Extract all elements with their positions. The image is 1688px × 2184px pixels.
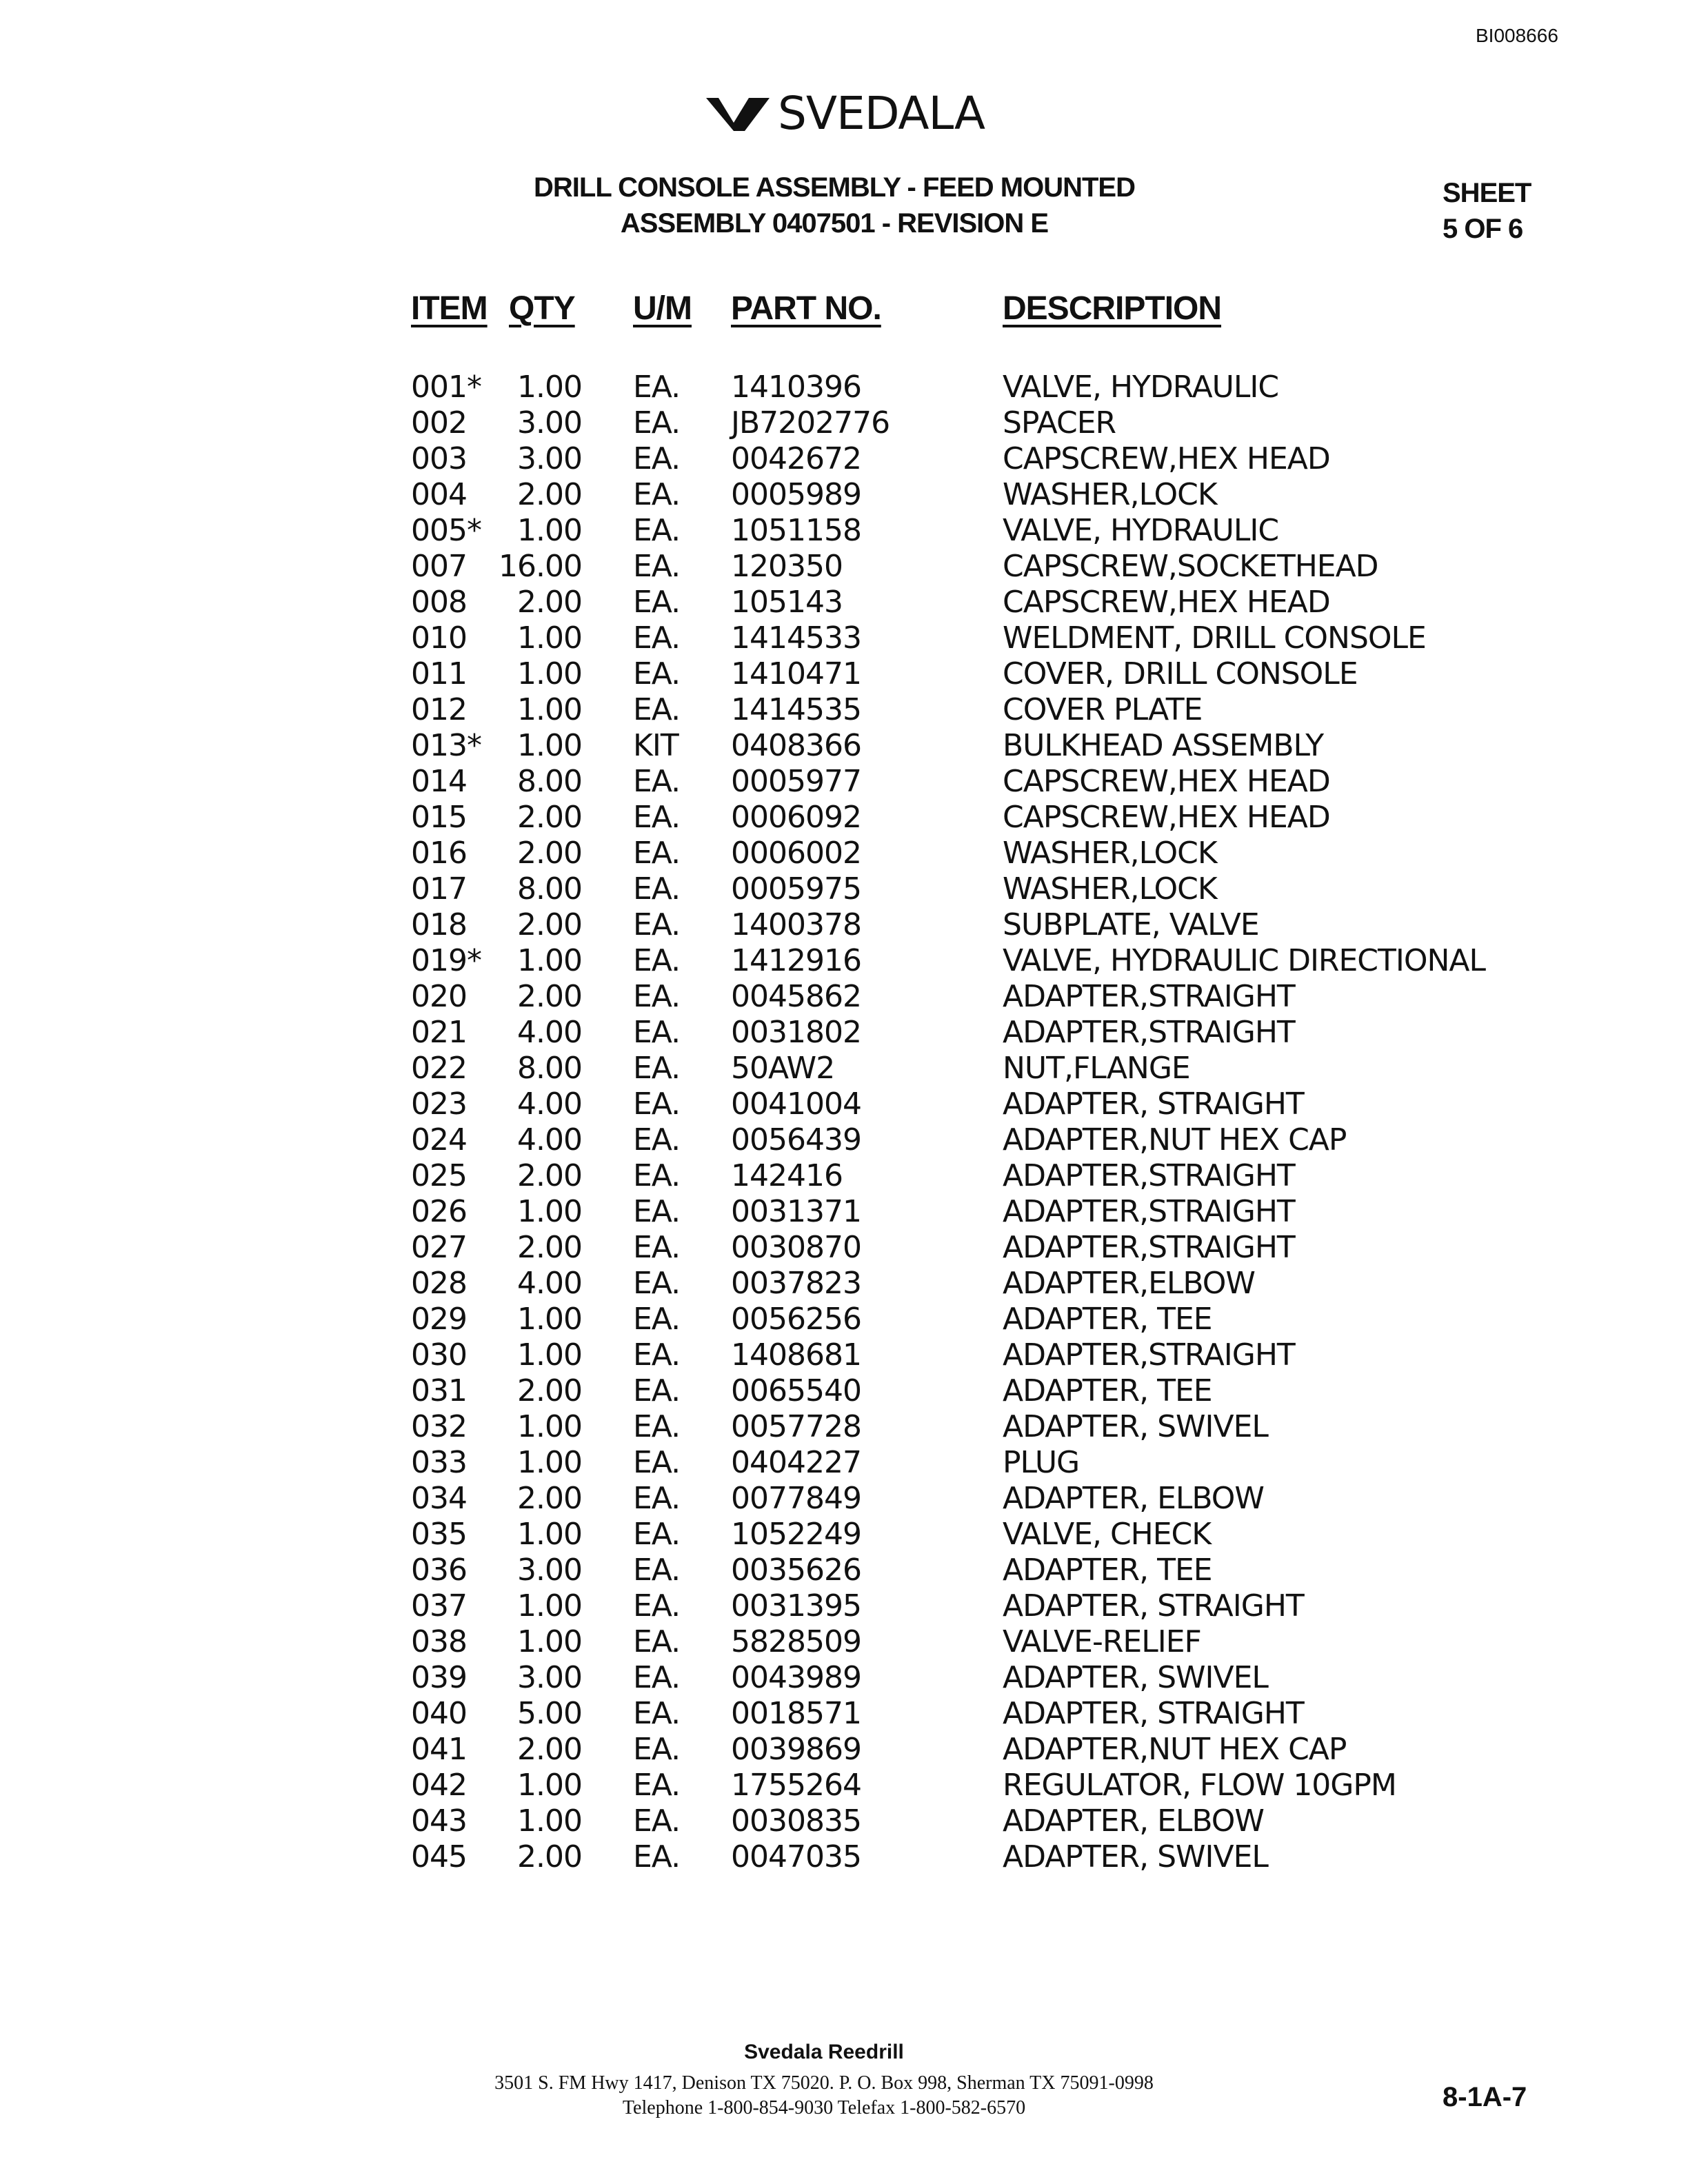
table-row	[0, 549, 1688, 585]
unit-of-measure: EA.	[633, 800, 681, 835]
table-row	[0, 1732, 1688, 1768]
part-number: 142416	[731, 1158, 843, 1193]
footer-address: 3501 S. FM Hwy 1417, Denison TX 75020. P. O. Box 998, Sherman TX 75091-0998	[494, 2072, 1154, 2094]
item-number: 022	[411, 1051, 467, 1086]
footer-phone: Telephone 1-800-854-9030 Telefax 1-800-582-6570	[622, 2097, 1026, 2119]
quantity: 1.00	[517, 1302, 582, 1337]
description: ADAPTER, SWIVEL	[1003, 1409, 1268, 1444]
description: ADAPTER,STRAIGHT	[1003, 979, 1295, 1014]
unit-of-measure: EA.	[633, 477, 681, 512]
table-row	[0, 370, 1688, 405]
item-number: 004	[411, 477, 467, 512]
item-number: 042	[411, 1768, 467, 1803]
table-row	[0, 1768, 1688, 1803]
item-number: 012	[411, 692, 467, 727]
unit-of-measure: EA.	[633, 1445, 681, 1480]
quantity: 1.00	[517, 1445, 582, 1480]
description: WASHER,LOCK	[1003, 871, 1217, 907]
description: COVER PLATE	[1003, 692, 1203, 727]
description: SUBPLATE, VALVE	[1003, 907, 1259, 942]
table-row	[0, 656, 1688, 692]
table-row	[0, 1337, 1688, 1373]
table-row	[0, 620, 1688, 656]
quantity: 1.00	[517, 370, 582, 405]
part-number: 0404227	[731, 1445, 861, 1480]
part-number: 1408681	[731, 1337, 861, 1373]
quantity: 1.00	[517, 1194, 582, 1229]
item-number: 034	[411, 1481, 467, 1516]
item-number: 016	[411, 836, 467, 871]
quantity: 2.00	[517, 477, 582, 512]
header-um: U/M	[633, 290, 692, 327]
quantity: 2.00	[517, 907, 582, 942]
quantity: 1.00	[517, 1803, 582, 1839]
description: ADAPTER, TEE	[1003, 1302, 1212, 1337]
part-number: 0030835	[731, 1803, 861, 1839]
quantity: 2.00	[517, 1839, 582, 1874]
item-number: 001*	[411, 370, 481, 405]
unit-of-measure: EA.	[633, 1086, 681, 1122]
quantity: 2.00	[517, 585, 582, 620]
description: ADAPTER, SWIVEL	[1003, 1839, 1268, 1874]
part-number: 0045862	[731, 979, 861, 1014]
unit-of-measure: EA.	[633, 1624, 681, 1659]
item-number: 032	[411, 1409, 467, 1444]
quantity: 3.00	[517, 1660, 582, 1695]
part-number: 0006002	[731, 836, 861, 871]
quantity: 1.00	[517, 1768, 582, 1803]
part-number: 0056256	[731, 1302, 861, 1337]
quantity: 4.00	[517, 1086, 582, 1122]
unit-of-measure: EA.	[633, 1051, 681, 1086]
quantity: 1.00	[517, 656, 582, 691]
item-number: 031	[411, 1373, 467, 1408]
part-number: 1414535	[731, 692, 861, 727]
part-number: 0065540	[731, 1373, 861, 1408]
table-row	[0, 1051, 1688, 1086]
part-number: 0005975	[731, 871, 861, 907]
title-line-1: DRILL CONSOLE ASSEMBLY - FEED MOUNTED	[534, 172, 1135, 203]
item-number: 040	[411, 1696, 467, 1731]
description: VALVE, HYDRAULIC	[1003, 513, 1279, 548]
description: WASHER,LOCK	[1003, 836, 1217, 871]
unit-of-measure: EA.	[633, 1768, 681, 1803]
part-number: 0057728	[731, 1409, 861, 1444]
part-number: 0030870	[731, 1230, 861, 1265]
unit-of-measure: EA.	[633, 370, 681, 405]
part-number: 0031395	[731, 1588, 861, 1624]
table-row	[0, 836, 1688, 871]
part-number: 50AW2	[731, 1051, 835, 1086]
item-number: 041	[411, 1732, 467, 1767]
quantity: 3.00	[517, 1553, 582, 1588]
table-row	[0, 477, 1688, 513]
table-row	[0, 513, 1688, 549]
item-number: 024	[411, 1122, 467, 1157]
quantity: 2.00	[517, 1732, 582, 1767]
quantity: 5.00	[517, 1696, 582, 1731]
description: ADAPTER, ELBOW	[1003, 1803, 1264, 1839]
item-number: 011	[411, 656, 467, 691]
part-number: 0056439	[731, 1122, 861, 1157]
quantity: 8.00	[517, 871, 582, 907]
unit-of-measure: EA.	[633, 692, 681, 727]
unit-of-measure: EA.	[633, 1337, 681, 1373]
description: SPACER	[1003, 405, 1116, 441]
table-row	[0, 1086, 1688, 1122]
description: REGULATOR, FLOW 10GPM	[1003, 1768, 1396, 1803]
item-number: 003	[411, 441, 467, 476]
quantity: 1.00	[517, 1409, 582, 1444]
item-number: 007	[411, 549, 467, 584]
unit-of-measure: EA.	[633, 1732, 681, 1767]
table-row	[0, 800, 1688, 836]
part-number: 0042672	[731, 441, 861, 476]
table-row	[0, 1803, 1688, 1839]
item-number: 028	[411, 1266, 467, 1301]
quantity: 8.00	[517, 764, 582, 799]
item-number: 010	[411, 620, 467, 656]
description: ADAPTER, SWIVEL	[1003, 1660, 1268, 1695]
description: CAPSCREW,HEX HEAD	[1003, 800, 1330, 835]
part-number: 1414533	[731, 620, 861, 656]
unit-of-measure: EA.	[633, 836, 681, 871]
item-number: 038	[411, 1624, 467, 1659]
table-row	[0, 1373, 1688, 1409]
sheet-number: 5 OF 6	[1443, 214, 1523, 244]
table-row	[0, 871, 1688, 907]
item-number: 037	[411, 1588, 467, 1624]
table-row	[0, 1122, 1688, 1158]
quantity: 2.00	[517, 1481, 582, 1516]
part-number: 5828509	[731, 1624, 861, 1659]
unit-of-measure: EA.	[633, 1230, 681, 1265]
description: ADAPTER,NUT HEX CAP	[1003, 1122, 1347, 1157]
part-number: 0047035	[731, 1839, 861, 1874]
unit-of-measure: EA.	[633, 1839, 681, 1874]
unit-of-measure: EA.	[633, 1696, 681, 1731]
table-row	[0, 907, 1688, 943]
part-number: 1412916	[731, 943, 861, 978]
document-title	[441, 170, 1227, 241]
description: WELDMENT, DRILL CONSOLE	[1003, 620, 1426, 656]
part-number: JB7202776	[731, 405, 890, 441]
item-number: 036	[411, 1553, 467, 1588]
part-number: 105143	[731, 585, 843, 620]
description: BULKHEAD ASSEMBLY	[1003, 728, 1324, 763]
item-number: 035	[411, 1517, 467, 1552]
part-number: 0005977	[731, 764, 861, 799]
unit-of-measure: EA.	[633, 1481, 681, 1516]
quantity: 2.00	[517, 1158, 582, 1193]
unit-of-measure: EA.	[633, 513, 681, 548]
quantity: 1.00	[517, 1624, 582, 1659]
quantity: 2.00	[517, 836, 582, 871]
description: ADAPTER,STRAIGHT	[1003, 1194, 1295, 1229]
unit-of-measure: EA.	[633, 1015, 681, 1050]
part-number: 0041004	[731, 1086, 861, 1122]
unit-of-measure: KIT	[633, 728, 679, 763]
unit-of-measure: EA.	[633, 1553, 681, 1588]
quantity: 4.00	[517, 1015, 582, 1050]
page-number: 8-1A-7	[1443, 2082, 1527, 2112]
part-number: 0018571	[731, 1696, 861, 1731]
description: NUT,FLANGE	[1003, 1051, 1190, 1086]
item-number: 020	[411, 979, 467, 1014]
part-number: 0077849	[731, 1481, 861, 1516]
table-row	[0, 1445, 1688, 1481]
quantity: 1.00	[517, 943, 582, 978]
part-number: 1051158	[731, 513, 861, 548]
unit-of-measure: EA.	[633, 656, 681, 691]
item-number: 018	[411, 907, 467, 942]
item-number: 005*	[411, 513, 481, 548]
svedala-logo	[703, 85, 985, 141]
table-row	[0, 1481, 1688, 1517]
item-number: 015	[411, 800, 467, 835]
description: VALVE-RELIEF	[1003, 1624, 1201, 1659]
unit-of-measure: EA.	[633, 943, 681, 978]
description: ADAPTER,NUT HEX CAP	[1003, 1732, 1347, 1767]
item-number: 030	[411, 1337, 467, 1373]
part-number: 0408366	[731, 728, 861, 763]
part-number: 0031802	[731, 1015, 861, 1050]
part-number: 120350	[731, 549, 843, 584]
description: CAPSCREW,HEX HEAD	[1003, 441, 1330, 476]
description: CAPSCREW,HEX HEAD	[1003, 764, 1330, 799]
item-number: 019*	[411, 943, 481, 978]
part-number: 0031371	[731, 1194, 861, 1229]
table-row	[0, 1517, 1688, 1553]
description: VALVE, HYDRAULIC DIRECTIONAL	[1003, 943, 1486, 978]
table-row	[0, 1553, 1688, 1588]
unit-of-measure: EA.	[633, 1803, 681, 1839]
header-part-no: PART NO.	[731, 290, 881, 327]
description: ADAPTER, STRAIGHT	[1003, 1696, 1304, 1731]
unit-of-measure: EA.	[633, 1588, 681, 1624]
unit-of-measure: EA.	[633, 585, 681, 620]
table-row	[0, 979, 1688, 1015]
description: ADAPTER,STRAIGHT	[1003, 1230, 1295, 1265]
quantity: 1.00	[517, 513, 582, 548]
unit-of-measure: EA.	[633, 1517, 681, 1552]
part-number: 0006092	[731, 800, 861, 835]
part-number: 0039869	[731, 1732, 861, 1767]
item-number: 017	[411, 871, 467, 907]
description: ADAPTER,ELBOW	[1003, 1266, 1255, 1301]
table-row	[0, 728, 1688, 764]
table-row	[0, 943, 1688, 979]
sheet-indicator	[1443, 175, 1531, 247]
part-number: 0037823	[731, 1266, 861, 1301]
unit-of-measure: EA.	[633, 1373, 681, 1408]
item-number: 033	[411, 1445, 467, 1480]
item-number: 013*	[411, 728, 481, 763]
unit-of-measure: EA.	[633, 907, 681, 942]
document-id: BI008666	[1476, 25, 1558, 46]
table-row	[0, 1194, 1688, 1230]
part-number: 1400378	[731, 907, 861, 942]
unit-of-measure: EA.	[633, 1194, 681, 1229]
table-row	[0, 1696, 1688, 1732]
table-row	[0, 1266, 1688, 1302]
part-number: 1410471	[731, 656, 861, 691]
title-line-2: ASSEMBLY 0407501 - REVISION E	[620, 208, 1049, 239]
table-row	[0, 692, 1688, 728]
item-number: 008	[411, 585, 467, 620]
table-row	[0, 1624, 1688, 1660]
table-row	[0, 1839, 1688, 1875]
quantity: 1.00	[517, 620, 582, 656]
unit-of-measure: EA.	[633, 549, 681, 584]
item-number: 029	[411, 1302, 467, 1337]
table-row	[0, 1409, 1688, 1445]
description: ADAPTER, STRAIGHT	[1003, 1086, 1304, 1122]
unit-of-measure: EA.	[633, 979, 681, 1014]
description: PLUG	[1003, 1445, 1080, 1480]
part-number: 0005989	[731, 477, 861, 512]
unit-of-measure: EA.	[633, 405, 681, 441]
quantity: 4.00	[517, 1266, 582, 1301]
svedala-chevron-logo-icon	[703, 91, 772, 135]
footer-company: Svedala Reedrill	[744, 2041, 904, 2063]
table-row	[0, 1015, 1688, 1051]
unit-of-measure: EA.	[633, 764, 681, 799]
unit-of-measure: EA.	[633, 1660, 681, 1695]
quantity: 3.00	[517, 441, 582, 476]
unit-of-measure: EA.	[633, 1158, 681, 1193]
quantity: 2.00	[517, 1373, 582, 1408]
header-qty: QTY	[509, 290, 575, 327]
unit-of-measure: EA.	[633, 620, 681, 656]
description: ADAPTER,STRAIGHT	[1003, 1158, 1295, 1193]
description: ADAPTER,STRAIGHT	[1003, 1337, 1295, 1373]
description: VALVE, CHECK	[1003, 1517, 1212, 1552]
description: ADAPTER, STRAIGHT	[1003, 1588, 1304, 1624]
unit-of-measure: EA.	[633, 1409, 681, 1444]
part-number: 1410396	[731, 370, 861, 405]
description: CAPSCREW,SOCKETHEAD	[1003, 549, 1378, 584]
table-row	[0, 1230, 1688, 1266]
quantity: 2.00	[517, 1230, 582, 1265]
sheet-label: SHEET	[1443, 178, 1531, 208]
description: ADAPTER, ELBOW	[1003, 1481, 1264, 1516]
item-number: 023	[411, 1086, 467, 1122]
table-row	[0, 764, 1688, 800]
item-number: 045	[411, 1839, 467, 1874]
unit-of-measure: EA.	[633, 1266, 681, 1301]
description: ADAPTER, TEE	[1003, 1553, 1212, 1588]
part-number: 0043989	[731, 1660, 861, 1695]
unit-of-measure: EA.	[633, 441, 681, 476]
item-number: 021	[411, 1015, 467, 1050]
description: VALVE, HYDRAULIC	[1003, 370, 1279, 405]
quantity: 4.00	[517, 1122, 582, 1157]
table-row	[0, 1588, 1688, 1624]
part-number: 0035626	[731, 1553, 861, 1588]
footer-contact	[0, 2071, 1648, 2121]
item-number: 027	[411, 1230, 467, 1265]
table-row	[0, 585, 1688, 620]
quantity: 1.00	[517, 692, 582, 727]
header-description: DESCRIPTION	[1003, 290, 1222, 327]
item-number: 026	[411, 1194, 467, 1229]
description: WASHER,LOCK	[1003, 477, 1217, 512]
quantity: 8.00	[517, 1051, 582, 1086]
unit-of-measure: EA.	[633, 871, 681, 907]
table-row	[0, 1660, 1688, 1696]
header-item: ITEM	[411, 290, 488, 327]
quantity: 1.00	[517, 1337, 582, 1373]
description: COVER, DRILL CONSOLE	[1003, 656, 1358, 691]
table-row	[0, 1302, 1688, 1337]
table-row	[0, 1158, 1688, 1194]
quantity: 3.00	[517, 405, 582, 441]
quantity: 1.00	[517, 1588, 582, 1624]
table-row	[0, 405, 1688, 441]
item-number: 002	[411, 405, 467, 441]
part-number: 1755264	[731, 1768, 861, 1803]
table-row	[0, 441, 1688, 477]
description: ADAPTER, TEE	[1003, 1373, 1212, 1408]
quantity: 1.00	[517, 1517, 582, 1552]
quantity: 2.00	[517, 800, 582, 835]
brand-name: SVEDALA	[778, 86, 985, 140]
quantity: 2.00	[517, 979, 582, 1014]
description: CAPSCREW,HEX HEAD	[1003, 585, 1330, 620]
item-number: 043	[411, 1803, 467, 1839]
item-number: 014	[411, 764, 467, 799]
item-number: 039	[411, 1660, 467, 1695]
unit-of-measure: EA.	[633, 1302, 681, 1337]
part-number: 1052249	[731, 1517, 861, 1552]
quantity: 1.00	[517, 728, 582, 763]
quantity: 16.00	[499, 549, 582, 584]
description: ADAPTER,STRAIGHT	[1003, 1015, 1295, 1050]
item-number: 025	[411, 1158, 467, 1193]
unit-of-measure: EA.	[633, 1122, 681, 1157]
